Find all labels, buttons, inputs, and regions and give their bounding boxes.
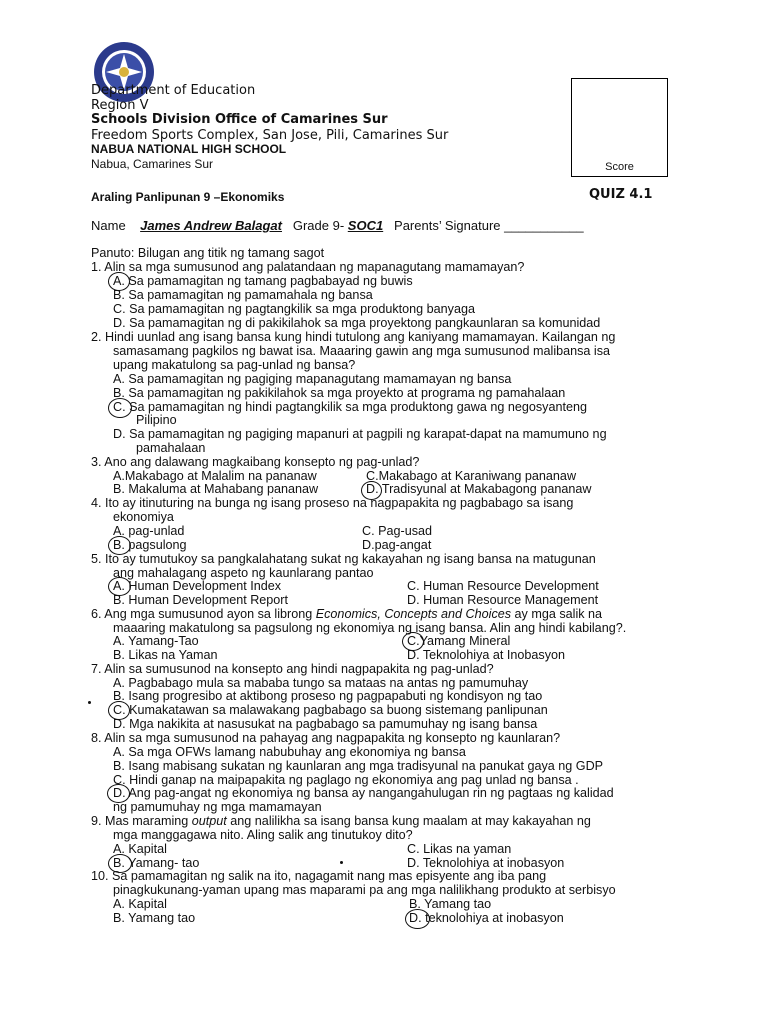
question-4: 4. Ito ay itinuturing na bunga ng isang proseso na nagpapakita ng pagbabago sa isang bbox=[91, 496, 574, 510]
instructions: Panuto: Bilugan ang titik ng tamang sagot bbox=[91, 246, 325, 260]
quiz-title: QUIZ 4.1 bbox=[589, 187, 653, 202]
score-box bbox=[571, 78, 668, 177]
student-section: SOC1 bbox=[347, 218, 384, 233]
q2-choice-b: B. Sa pamamagitan ng pakikilahok sa mga proyekto at programa ng pamahalaan bbox=[113, 386, 566, 400]
q2-choice-c-line-2: Pilipino bbox=[136, 413, 177, 427]
q10-choice-d: D. teknolohiya at inobasyon bbox=[409, 911, 564, 925]
q6-choice-c: C.Yamang Mineral bbox=[407, 634, 511, 648]
question-2-line-2: samasamang pagkilos ng bawat isa. Maaaring gawin ang mga sumusunod malibansa isa bbox=[113, 344, 611, 358]
question-10-line-2: pinagkukunang-yaman upang mas maparami pa ang mga nalilikhang produkto at serbisyo bbox=[113, 883, 616, 897]
division-name: Schools Division Office of Camarines Sur bbox=[91, 112, 388, 127]
school-name: NABUA NATIONAL HIGH SCHOOL bbox=[91, 142, 287, 156]
question-7: 7. Alin sa sumusunod na konsepto ang hindi nagpapakita ng pag-unlad? bbox=[91, 662, 494, 676]
q9-choice-d: D. Teknolohiya at inobasyon bbox=[407, 856, 565, 870]
q5-choice-b: B. Human Development Report bbox=[113, 593, 288, 607]
q3-choice-a: A.Makabago at Malalim na pananaw bbox=[113, 469, 317, 483]
question-9-line-2: mga manggagawa nito. Aling salik ang tinutukoy dito? bbox=[113, 828, 413, 842]
q4-choice-c: C. Pag-usad bbox=[362, 524, 433, 538]
q3-choice-c: C.Makabago at Karaniwang pananaw bbox=[366, 469, 577, 483]
subject-title: Araling Panlipunan 9 –Ekonomiks bbox=[91, 190, 285, 204]
question-9-part-1: 9. Mas maraming bbox=[91, 814, 192, 828]
q5-choice-a: A. Human Development Index bbox=[113, 579, 282, 593]
stray-dot bbox=[340, 861, 343, 864]
question-6 bbox=[91, 608, 602, 622]
question-3: 3. Ano ang dalawang magkaibang konsepto ng pag-unlad? bbox=[91, 455, 420, 469]
q10-choice-b: B. Yamang tao bbox=[113, 911, 196, 925]
answer-circle-q2 bbox=[108, 398, 132, 418]
output-term: output bbox=[191, 814, 227, 828]
q8-choice-c: C. Hindi ganap na maipapakita ng paglago ng ekonomiya ang pag unlad ng bansa . bbox=[113, 773, 579, 787]
answer-circle-q3 bbox=[361, 481, 382, 500]
q1-choice-d: D. Sa pamamagitan ng di pakikilahok sa mga proyektong pangkaunlaran sa komunidad bbox=[113, 316, 601, 330]
question-5-line-2: ang mahalagang aspeto ng kaunlarang pantao bbox=[113, 566, 374, 580]
answer-circle-q7 bbox=[108, 701, 130, 720]
student-name: James Andrew Balagat bbox=[140, 218, 282, 233]
q4-choice-b: B. pagsulong bbox=[113, 538, 187, 552]
q10-choice-a: A. Kapital bbox=[113, 897, 167, 911]
q6-choice-d: D. Teknolohiya at Inobasyon bbox=[407, 648, 565, 662]
question-9 bbox=[91, 815, 591, 829]
q2-choice-a: A. Sa pamamagitan ng pagiging mapanagutang mamamayan ng bansa bbox=[113, 372, 512, 386]
answer-circle-q10 bbox=[405, 909, 430, 929]
q7-choice-b: B. Isang progresibo at aktibong proseso ng pagpapabuti ng kondisyon ng tao bbox=[113, 689, 543, 703]
answer-circle-q9 bbox=[108, 854, 132, 873]
q8-choice-b: B. Isang mabisang sukatan ng kaunlaran ang mga tradisyunal na panukat gaya ng GDP bbox=[113, 759, 604, 773]
question-8: 8. Alin sa mga sumusunod na pahayag ang nagpapakita ng konsepto ng kaunlaran? bbox=[91, 731, 561, 745]
q7-choice-d: D. Mga nakikita at nasusukat na pagbabago sa pamumuhay ng isang bansa bbox=[113, 717, 538, 731]
q10-choice-c: B. Yamang tao bbox=[409, 897, 492, 911]
book-title: Economics, Concepts and Choices bbox=[315, 607, 512, 621]
question-6-part-2: ay mga salik na bbox=[511, 607, 603, 621]
q6-choice-b: B. Likas na Yaman bbox=[113, 648, 218, 662]
answer-circle-q1 bbox=[108, 272, 130, 291]
answer-circle-q4 bbox=[108, 536, 131, 555]
question-9-part-2: ang nalilikha sa isang bansa kung maalam at may kakayahan ng bbox=[226, 814, 591, 828]
q8-choice-a: A. Sa mga OFWs lamang nabubuhay ang ekonomiya ng bansa bbox=[113, 745, 466, 759]
question-2: 2. Hindi uunlad ang isang bansa kung hindi tutulong ang kaniyang mamamayan. Kailangan ng bbox=[91, 330, 616, 344]
q3-choice-b: B. Makaluma at Mahabang pananaw bbox=[113, 482, 319, 496]
answer-circle-q8 bbox=[107, 784, 130, 803]
school-address: Nabua, Camarines Sur bbox=[91, 157, 214, 171]
question-2-line-3: upang makatulong sa pag-unlad ng bansa? bbox=[113, 358, 356, 372]
q4-choice-a: A. pag-unlad bbox=[113, 524, 185, 538]
q7-choice-c: C. Kumakatawan sa malawakang pagbabago sa buong sistemang panlipunan bbox=[113, 703, 548, 717]
q5-choice-c: C. Human Resource Development bbox=[407, 579, 599, 593]
division-address: Freedom Sports Complex, San Jose, Pili, Camarines Sur bbox=[91, 128, 449, 143]
answer-circle-q5 bbox=[108, 577, 131, 596]
q6-choice-a: A. Yamang-Tao bbox=[113, 634, 199, 648]
score-label: Score bbox=[605, 161, 634, 173]
signature-label: Parents’ Signature ___________ bbox=[394, 218, 584, 233]
question-6-part-1: 6. Ang mga sumusunod ayon sa librong bbox=[91, 607, 316, 621]
q3-choice-d: D. Tradisyunal at Makabagong pananaw bbox=[366, 482, 592, 496]
name-label: Name bbox=[91, 218, 126, 233]
student-info-line bbox=[91, 218, 584, 233]
q8-choice-d: D. Ang pag-angat ng ekonomiya ng bansa ay nangangahulugan rin ng pagtaas ng kalidad bbox=[113, 786, 614, 800]
q5-choice-d: D. Human Resource Management bbox=[407, 593, 599, 607]
region-name: Region V bbox=[91, 98, 149, 113]
q2-choice-d: D. Sa pamamagitan ng pagiging mapanuri at pagpili ng karapat-dapat na mamumuno ng bbox=[113, 427, 607, 441]
stray-dot bbox=[88, 701, 91, 704]
q1-choice-a: A. Sa pamamagitan ng tamang pagbabayad ng buwis bbox=[113, 274, 413, 288]
answer-circle-q6 bbox=[402, 632, 424, 651]
q9-choice-c: C. Likas na yaman bbox=[407, 842, 512, 856]
q8-choice-d-line-2: ng pamumuhay ng mga mamamayan bbox=[113, 800, 322, 814]
q1-choice-c: C. Sa pamamagitan ng pagtangkilik sa mga produktong banyaga bbox=[113, 302, 475, 316]
q2-choice-c: C. Sa pamamagitan ng hindi pagtangkilik sa mga produktong gawa ng negosyanteng bbox=[113, 400, 587, 414]
question-6-line-2: maaaring makatulong sa pagsulong ng ekonomiya ng isang bansa. Alin ang hindi kabilang?. bbox=[113, 621, 627, 635]
question-5: 5. Ito ay tumutukoy sa pangkalahatang sukat ng kakayahan ng isang bansa na matugunan bbox=[91, 552, 596, 566]
q7-choice-a: A. Pagbabago mula sa mababa tungo sa mataas na antas ng pamumuhay bbox=[113, 676, 529, 690]
q9-choice-a: A. Kapital bbox=[113, 842, 167, 856]
grade-label: Grade 9- bbox=[292, 218, 345, 233]
q4-choice-d: D.pag-angat bbox=[362, 538, 432, 552]
question-1: 1. Alin sa mga sumusunod ang palatandaan ng mapanagutang mamamayan? bbox=[91, 260, 525, 274]
department-name: Department of Education bbox=[91, 83, 256, 98]
q1-choice-b: B. Sa pamamagitan ng pamamahala ng bansa bbox=[113, 288, 373, 302]
q2-choice-d-line-2: pamahalaan bbox=[136, 441, 206, 455]
question-10: 10. Sa pamamagitan ng salik na ito, nagagamit nang mas episyente ang iba pang bbox=[91, 869, 547, 883]
question-4-line-2: ekonomiya bbox=[113, 510, 174, 524]
q9-choice-b: B. Yamang- tao bbox=[113, 856, 200, 870]
